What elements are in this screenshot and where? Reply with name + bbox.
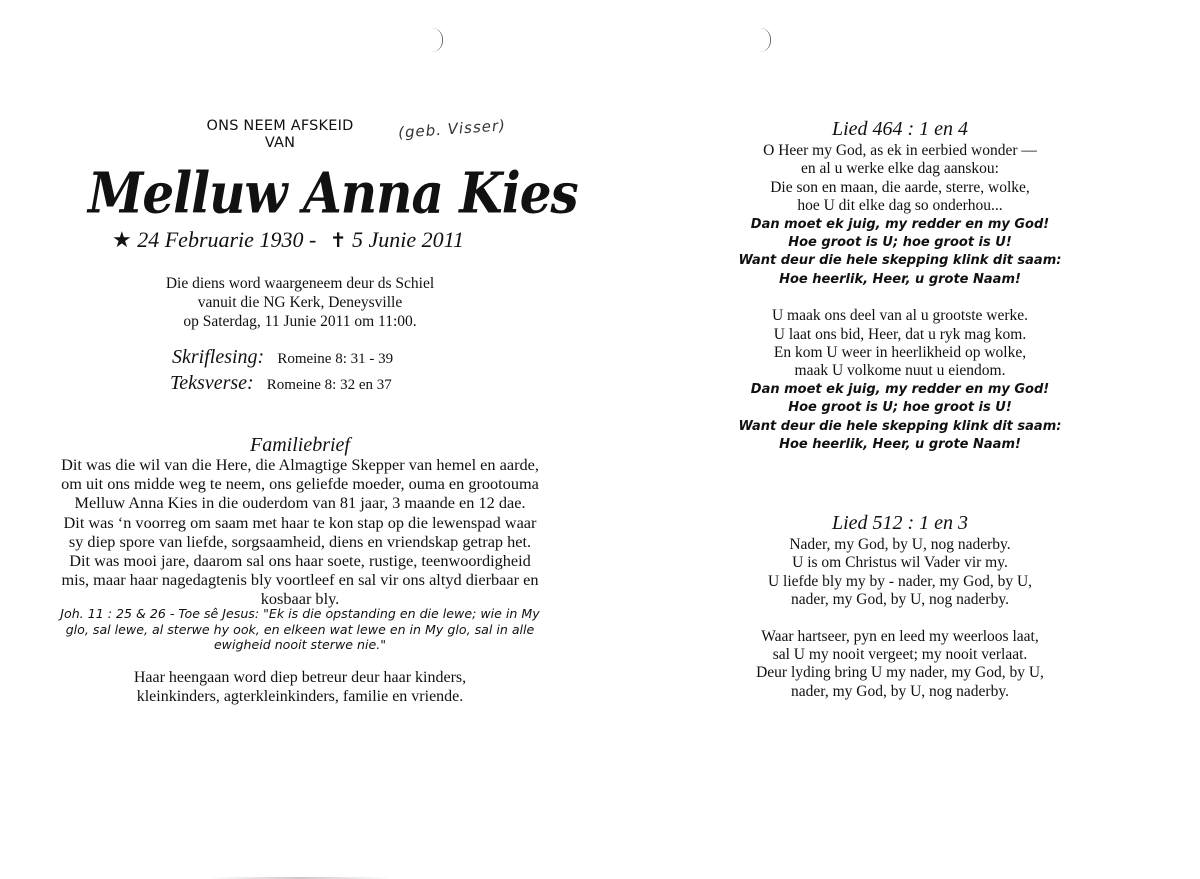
verse-line: glo, sal lewe, al sterwe hy ook, en elkeen wat lewe en in My glo, sal in alle — [65, 621, 535, 637]
reading-reference: Romeine 8: 31 - 39 — [277, 351, 394, 367]
closing-message — [0, 668, 600, 706]
reading-label: Teksverse: — [170, 372, 254, 394]
hymn-refrain-line: Hoe groot is U; hoe groot is U! — [788, 400, 1012, 416]
service-line: vanuit die NG Kerk, Deneysville — [197, 294, 403, 311]
letter-line: mis, maar haar nagedagtenis bly voortleef en sal vir ons altyd dierbaar en — [61, 570, 539, 590]
hymn-refrain-line: Dan moet ek juig, my redder en my God! — [750, 381, 1050, 397]
reading-reference: Romeine 8: 32 en 37 — [266, 377, 392, 393]
hymn-line: U laat ons bid, Heer, dat u ryk mag kom. — [773, 325, 1027, 343]
birth-date: 24 Februarie 1930 - — [137, 227, 317, 252]
service-details — [90, 274, 510, 331]
hymn-line: maak U volkome nuut u eiendom. — [794, 362, 1006, 380]
hymn — [710, 118, 1090, 455]
hymn-refrain-line: Hoe heerlik, Heer, u grote Naam! — [779, 271, 1021, 287]
deceased-name: Melluw Anna Kies — [88, 160, 578, 227]
hymn-refrain-line: Dan moet ek juig, my redder en my God! — [750, 216, 1050, 232]
hymn-stanza — [710, 307, 1090, 454]
letter-line: Dit was die wil van die Here, die Almagtige Skepper van hemel en aarde, — [61, 455, 539, 474]
letter-line: sy diep spore van liefde, sorgsaamheid, diens en vriendskap getrap het. — [68, 531, 532, 551]
bible-verse — [0, 606, 600, 653]
service-line: Die diens word waargeneem deur ds Schiel — [165, 275, 435, 292]
farewell-heading-line1: ONS NEEM AFSKEID — [206, 118, 354, 134]
handwritten-maiden-name: (geb. Visser) — [397, 116, 507, 142]
scripture-readings — [172, 346, 393, 398]
cross-icon: ✝ — [329, 228, 347, 252]
reading-label: Skriflesing: — [172, 346, 265, 368]
farewell-heading-line2: VAN — [264, 135, 296, 151]
hymn-line: Die son en maan, die aarde, sterre, wolke, — [770, 178, 1030, 196]
letter-line: om uit ons midde weg te neem, ons geliefde moeder, ouma en grootouma — [61, 474, 539, 494]
letter-line: Melluw Anna Kies in die ouderdom van 81 jaar, 3 maande en 12 dae. — [74, 493, 526, 513]
hymn-line: en al u werke elke dag aanskou: — [801, 160, 999, 178]
verse-line: ewigheid nooit sterwe nie." — [213, 637, 387, 652]
hymn-line: sal U my nooit vergeet; my nooit verlaat. — [772, 646, 1028, 664]
hymn-line: Deur lyding bring U my nader, my God, by U, — [756, 664, 1044, 682]
hymn-line: U is om Christus wil Vader vir my. — [792, 554, 1008, 572]
verse-line: Joh. 11 : 25 & 26 - Toe sê Jesus: "Ek is die opstanding en die lewe; wie in My — [60, 606, 540, 621]
hymn-stanza — [710, 536, 1090, 610]
stanza-gap — [710, 289, 1090, 307]
hymn-refrain-line: Want deur die hele skepping klink dit saam: — [738, 253, 1062, 269]
letter-line: kosbaar bly. — [260, 589, 340, 609]
hymn-line: hoe U dit elke dag so onderhou... — [797, 197, 1003, 215]
hymn-refrain-line: Hoe groot is U; hoe groot is U! — [788, 235, 1012, 251]
hymn-stanza — [710, 628, 1090, 702]
hymn-refrain-line: Hoe heerlik, Heer, u grote Naam! — [779, 437, 1021, 453]
hymn-title: Lied 512 : 1 en 3 — [831, 512, 969, 534]
family-letter-title: Familiebrief — [250, 434, 350, 456]
closing-line: Haar heengaan word diep betreur deur haar kinders, — [133, 669, 467, 686]
reading-row — [170, 372, 393, 398]
death-date: 5 Junie 2011 — [352, 227, 465, 252]
punch-hole-mark — [760, 28, 771, 52]
star-icon: ★ — [112, 227, 132, 252]
hymn-title: Lied 464 : 1 en 4 — [831, 118, 969, 140]
stanza-gap — [710, 610, 1090, 628]
reading-row — [172, 346, 393, 372]
hymn-line: U maak ons deel van al u grootste werke. — [771, 307, 1029, 325]
farewell-heading — [190, 118, 370, 152]
letter-line: Dit was ‘n voorreg om saam met haar te kon stap op die lewenspad waar — [63, 512, 537, 532]
service-line: op Saterdag, 11 Junie 2011 om 11:00. — [183, 313, 417, 330]
hymn-line: nader, my God, by U, nog naderby. — [791, 682, 1009, 700]
life-dates — [112, 227, 464, 253]
hymn-line: Waar hartseer, pyn en leed my weerloos laat, — [761, 627, 1039, 645]
hymn-line: Nader, my God, by U, nog naderby. — [789, 536, 1011, 553]
hymn-line: nader, my God, by U, nog naderby. — [791, 591, 1009, 609]
closing-line: kleinkinders, agterkleinkinders, familie en vriende. — [136, 688, 464, 705]
hymn-refrain-line: Want deur die hele skepping klink dit saam: — [738, 418, 1062, 434]
right-page — [600, 0, 1200, 879]
family-letter-body — [0, 455, 600, 609]
hymn-stanza — [710, 142, 1090, 289]
hymn — [710, 512, 1090, 701]
hymn-line: U liefde bly my by - nader, my God, by U, — [767, 572, 1033, 590]
hymn-line: En kom U weer in heerlikheid op wolke, — [773, 344, 1027, 362]
punch-hole-mark — [432, 28, 443, 52]
letter-line: Dit was mooi jare, daarom sal ons haar soete, rustige, teenwoordigheid — [69, 551, 531, 571]
hymn-line: O Heer my God, as ek in eerbied wonder — — [763, 142, 1037, 159]
